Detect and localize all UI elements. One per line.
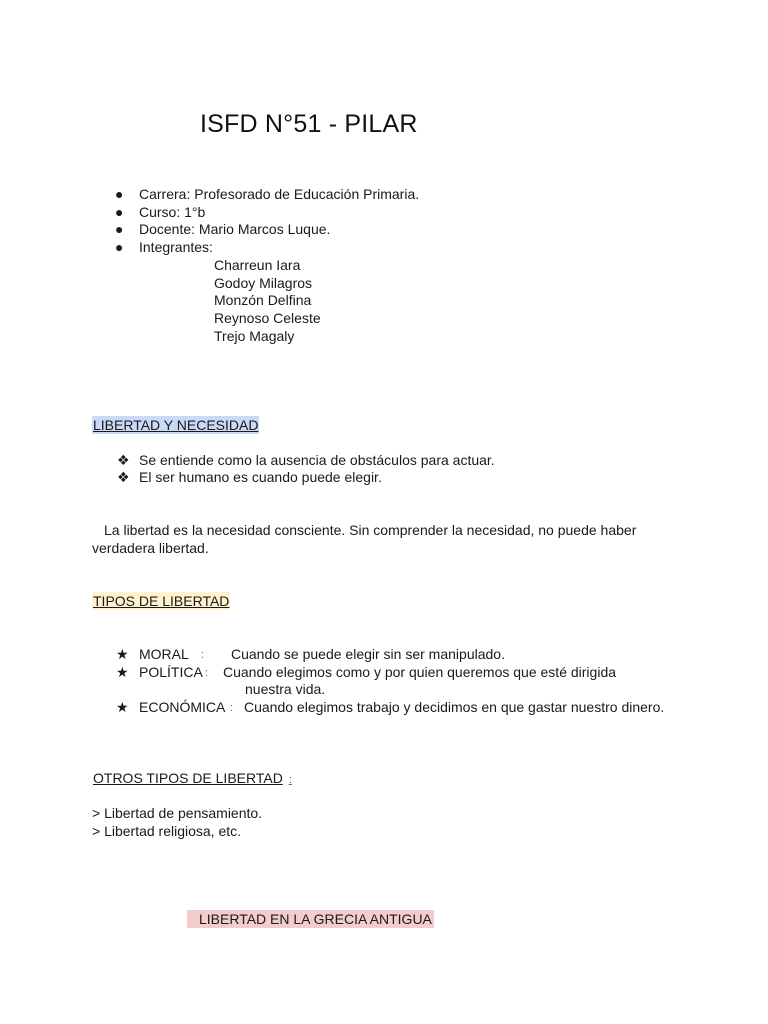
list-item: > Libertad de pensamiento. [92,805,263,821]
diamond-bullet-icon: ❖ [117,452,130,468]
section-heading-text: OTROS TIPOS DE LIBERTAD [93,770,283,786]
member-name: Monzón Delfina [214,292,312,308]
member-name: Trejo Magaly [214,328,295,344]
member-name: Reynoso Celeste [214,310,321,326]
type-name: ECONÓMICA [139,699,226,715]
star-bullet-icon: ★ [116,664,129,680]
document-title: ISFD N°51 - PILAR [200,110,418,138]
type-separator: : [201,649,205,661]
type-description: Cuando se puede elegir sin ser manipulado. [231,646,505,662]
type-name: POLÍTICA [139,664,203,680]
section-heading-tipos-libertad: TIPOS DE LIBERTAD [93,593,230,609]
list-item: > Libertad religiosa, etc. [92,823,242,839]
bullet-dot-icon: ● [115,186,124,202]
info-curso: Curso: 1°b [139,204,206,220]
info-docente: Docente: Mario Marcos Luque. [139,221,331,237]
info-carrera: Carrera: Profesorado de Educación Primaria. [139,186,420,202]
type-description: Cuando elegimos como y por quien queremos que esté dirigida [223,664,617,680]
member-name: Charreun Iara [214,257,301,273]
type-separator: : [205,667,209,679]
star-bullet-icon: ★ [116,646,129,662]
list-item: Se entiende como la ausencia de obstáculos para actuar. [139,452,495,468]
paragraph-line: verdadera libertad. [92,540,209,556]
bullet-dot-icon: ● [115,239,124,255]
member-name: Godoy Milagros [214,275,313,291]
type-separator: : [230,702,234,714]
heading-separator: : [288,774,292,786]
type-description-continued: nuestra vida. [245,681,326,697]
bullet-dot-icon: ● [115,221,124,237]
list-item: El ser humano es cuando puede elegir. [139,469,382,485]
section-heading-grecia-antigua: LIBERTAD EN LA GRECIA ANTIGUA [187,910,434,928]
type-description: Cuando elegimos trabajo y decidimos en que gastar nuestro dinero. [244,699,665,715]
diamond-bullet-icon: ❖ [117,469,130,485]
section-heading-otros-tipos [92,769,297,789]
section-heading-libertad-necesidad: LIBERTAD Y NECESIDAD [93,417,259,433]
type-name: MORAL [139,646,189,662]
star-bullet-icon: ★ [116,699,129,715]
bullet-dot-icon: ● [115,204,124,220]
info-integrantes-label: Integrantes: [139,239,213,255]
paragraph-line: La libertad es la necesidad consciente. Sin comprender la necesidad, no puede haber [104,522,637,538]
